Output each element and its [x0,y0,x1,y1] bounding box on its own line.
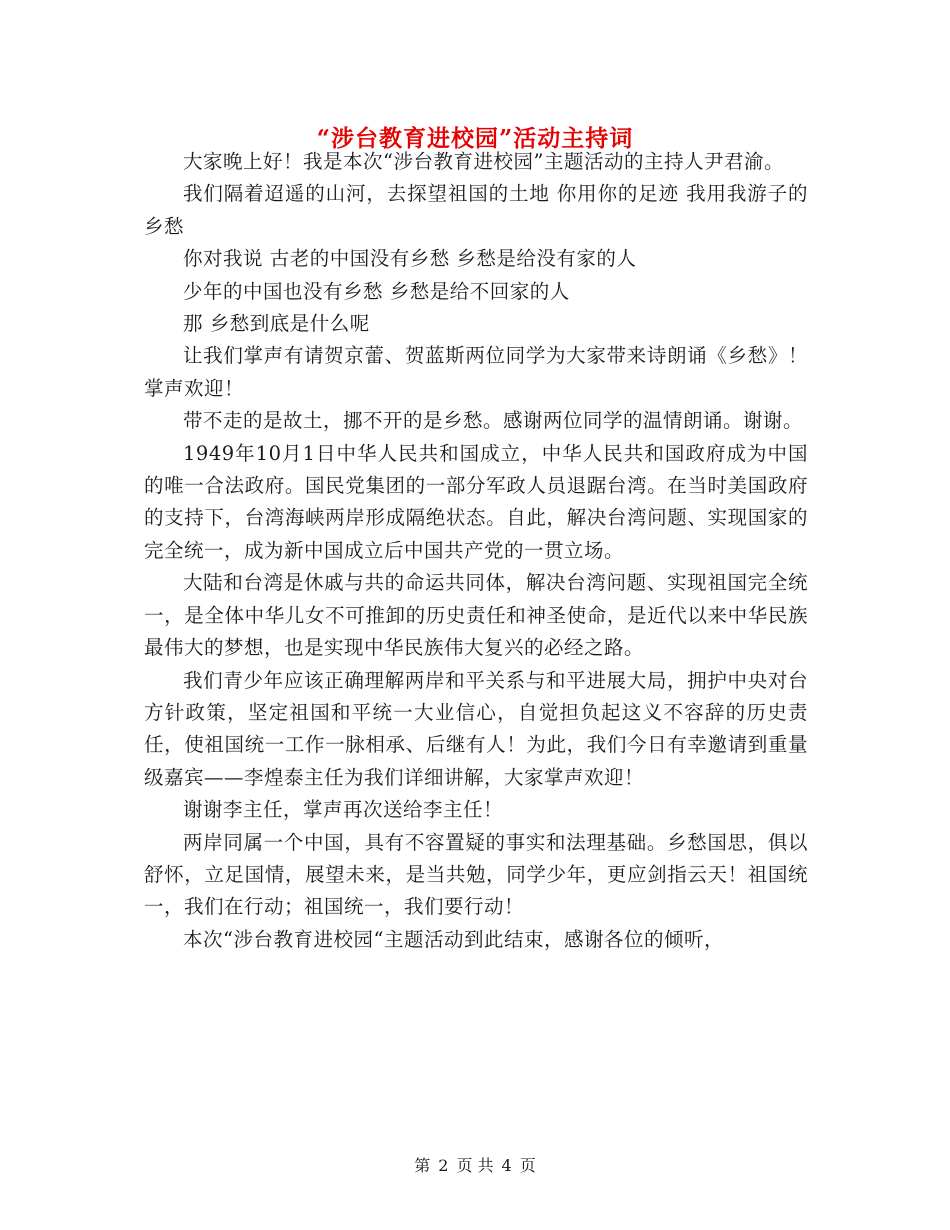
document-body [144,146,808,956]
paragraph: 少年的中国也没有乡愁 乡愁是给不回家的人 [183,279,570,303]
page-current: 2 [438,1156,449,1175]
paragraph: 两岸同属一个中国，具有不容置疑的事实和法理基础。乡愁国思，俱以舒怀，立足国情，展望未来，是当共勉，同学少年，更应剑指云天！祖国统一，我们在行动；祖国统一，我们要行动！ [144,830,808,919]
paragraph: 那 乡愁到底是什么呢 [183,312,370,336]
page-mid: 页 共 [456,1156,494,1175]
paragraph: 带不走的是故土，挪不开的是乡愁。感谢两位同学的温情朗诵。谢谢。 [183,409,804,433]
page-total: 4 [501,1156,512,1175]
paragraph: 让我们掌声有请贺京蕾、贺蓝斯两位同学为大家带来诗朗诵《乡愁》！掌声欢迎！ [144,344,808,400]
page-prefix: 第 [414,1156,431,1175]
paragraph: 谢谢李主任，掌声再次送给李主任！ [183,798,504,822]
paragraph: 我们隔着迢遥的山河，去探望祖国的土地 你用你的足迹 我用我游子的乡愁 [144,182,808,238]
paragraph: 大陆和台湾是休戚与共的命运共同体，解决台湾问题、实现祖国完全统一，是全体中华儿女不可推卸的历史责任和神圣使命，是近代以来中华民族最伟大的梦想，也是实现中华民族伟大复兴的必经之路。 [144,571,808,660]
paragraph: 我们青少年应该正确理解两岸和平关系与和平进展大局，拥护中央对台方针政策，坚定祖国和平统一大业信心，自觉担负起这义不容辞的历史责任，使祖国统一工作一脉相承、后继有人！为此，我们今日有幸邀请到重量级嘉宾——李煌泰主任为我们详细讲解，大家掌声欢迎！ [144,668,808,789]
paragraph: 你对我说 古老的中国没有乡愁 乡愁是给没有家的人 [183,247,637,271]
paragraph: 1949年10月1日中华人民共和国成立，中华人民共和国政府成为中国的唯一合法政府。国民党集团的一部分军政人员退踞台湾。在当时美国政府的支持下，台湾海峡两岸形成隔绝状态。自此，解决台湾问题、实现国家的完全统一，成为新中国成立后中国共产党的一贯立场。 [144,441,808,562]
paragraph: 本次“涉台教育进校园“主题活动到此结束，感谢各位的倾听， [183,927,724,951]
document-title: “涉台教育进校园”活动主持词 [316,125,634,153]
paragraph: 大家晚上好！我是本次“涉台教育进校园”主题活动的主持人尹君渝。 [183,150,784,173]
page-suffix: 页 [519,1156,536,1175]
page-number-footer [0,1154,950,1178]
